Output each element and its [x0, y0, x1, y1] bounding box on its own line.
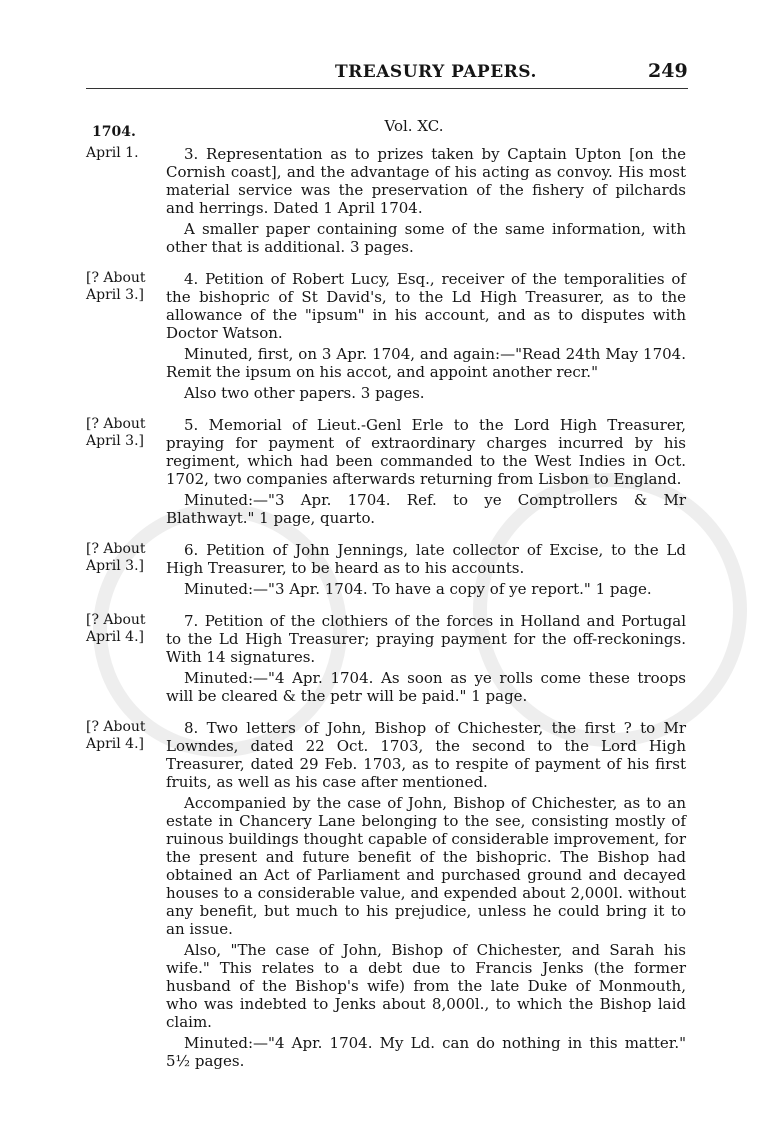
entry [0, 719, 768, 1070]
margin-date [86, 270, 158, 304]
margin-date [86, 541, 158, 575]
entry [0, 416, 768, 527]
entry-paragraph: 7. Petition of the clothiers of the forces in Holland and Portugal to the Ld High Treasurer; praying payment for the off-reckonings. With 14 signatures. [166, 612, 686, 666]
entry-paragraph: 6. Petition of John Jennings, late collector of Excise, to the Ld High Treasurer, to be heard as to his accounts. [166, 541, 686, 577]
header-rule [86, 88, 688, 89]
margin-date-line: April 3.] [86, 287, 144, 303]
margin-date-line: April 4.] [86, 629, 144, 645]
entry-body [166, 541, 686, 598]
margin-date-line: April 1. [86, 145, 139, 161]
running-header [0, 58, 768, 88]
entry-body [166, 612, 686, 705]
margin-date-line: April 3.] [86, 433, 144, 449]
entry-body [166, 145, 686, 256]
entry-body [166, 719, 686, 1070]
margin-date-line: [? About [86, 541, 146, 557]
page-number: 249 [648, 60, 688, 82]
volume-heading: Vol. XC. [384, 117, 444, 135]
margin-date-line: [? About [86, 270, 146, 286]
entry-paragraph: 4. Petition of Robert Lucy, Esq., receiver of the temporalities of the bishopric of St David's, to the Ld High Treasurer, as to the allowance of the "ipsum" in his account, and as to disputes with Doctor Watson. [166, 270, 686, 342]
entry [0, 541, 768, 598]
margin-date [86, 145, 158, 162]
entry-paragraph: Also two other papers. 3 pages. [184, 384, 425, 402]
entry-paragraph: 5. Memorial of Lieut.-Genl Erle to the Lord High Treasurer, praying for payment of extraordinary charges incurred by his regiment, which had been commanded to the West Indies in Oct. 1702, two companies afterwards returning from Lisbon to England. [166, 416, 686, 488]
year-label: 1704. [92, 124, 136, 140]
entry [0, 145, 768, 256]
margin-date [86, 612, 158, 646]
entry-paragraph: Accompanied by the case of John, Bishop of Chichester, as to an estate in Chancery Lane belonging to the see, consisting mostly of ruinous buildings thought capable of considerable improvement, for the present and future benefit of the bishopric. The Bishop had obtained an Act of Parliament and purchased ground and decayed houses to a considerable value, and expended about 2,000l. without any benefit, but much to his prejudice, unless he could bring it to an issue. [166, 794, 686, 938]
entry-paragraph: Minuted:—"4 Apr. 1704. My Ld. can do nothing in this matter." 5½ pages. [166, 1034, 686, 1070]
margin-date [86, 719, 158, 753]
margin-date-line: April 4.] [86, 736, 144, 752]
margin-date-line: [? About [86, 416, 146, 432]
running-title: TREASURY PAPERS. [335, 62, 537, 82]
entry-paragraph: A smaller paper containing some of the same information, with other that is additional. 3 pages. [166, 220, 686, 256]
entry [0, 270, 768, 402]
margin-date-line: [? About [86, 612, 146, 628]
entry-paragraph: 8. Two letters of John, Bishop of Chichester, the first ? to Mr Lowndes, dated 22 Oct. 1703, the second to the Lord High Treasurer, dated 29 Feb. 1703, as to respite of payment of his first fruits, as well as his case after mentioned. [166, 719, 686, 791]
entry-paragraph: Minuted, first, on 3 Apr. 1704, and again:—"Read 24th May 1704. Remit the ipsum on his accot, and appoint another recr." [166, 345, 686, 381]
margin-date [86, 416, 158, 450]
entry-paragraph: 3. Representation as to prizes taken by Captain Upton [on the Cornish coast], and the advantage of his acting as convoy. His most material service was the preservation of the fishery of pilchards and herrings. Dated 1 April 1704. [166, 145, 686, 217]
entries-list [0, 145, 768, 1084]
entry-paragraph: Minuted:—"3 Apr. 1704. To have a copy of ye report." 1 page. [184, 580, 652, 598]
margin-date-line: April 3.] [86, 558, 144, 574]
entry-body [166, 270, 686, 402]
entry-body [166, 416, 686, 527]
entry [0, 612, 768, 705]
entry-paragraph: Also, "The case of John, Bishop of Chichester, and Sarah his wife." This relates to a debt due to Francis Jenks (the former husband of the Bishop's wife) from the late Duke of Monmouth, who was indebted to Jenks about 8,000l., to which the Bishop laid claim. [166, 941, 686, 1031]
entry-paragraph: Minuted:—"3 Apr. 1704. Ref. to ye Comptrollers & Mr Blathwayt." 1 page, quarto. [166, 491, 686, 527]
entry-paragraph: Minuted:—"4 Apr. 1704. As soon as ye rolls come these troops will be cleared & the petr will be paid." 1 page. [166, 669, 686, 705]
margin-date-line: [? About [86, 719, 146, 735]
